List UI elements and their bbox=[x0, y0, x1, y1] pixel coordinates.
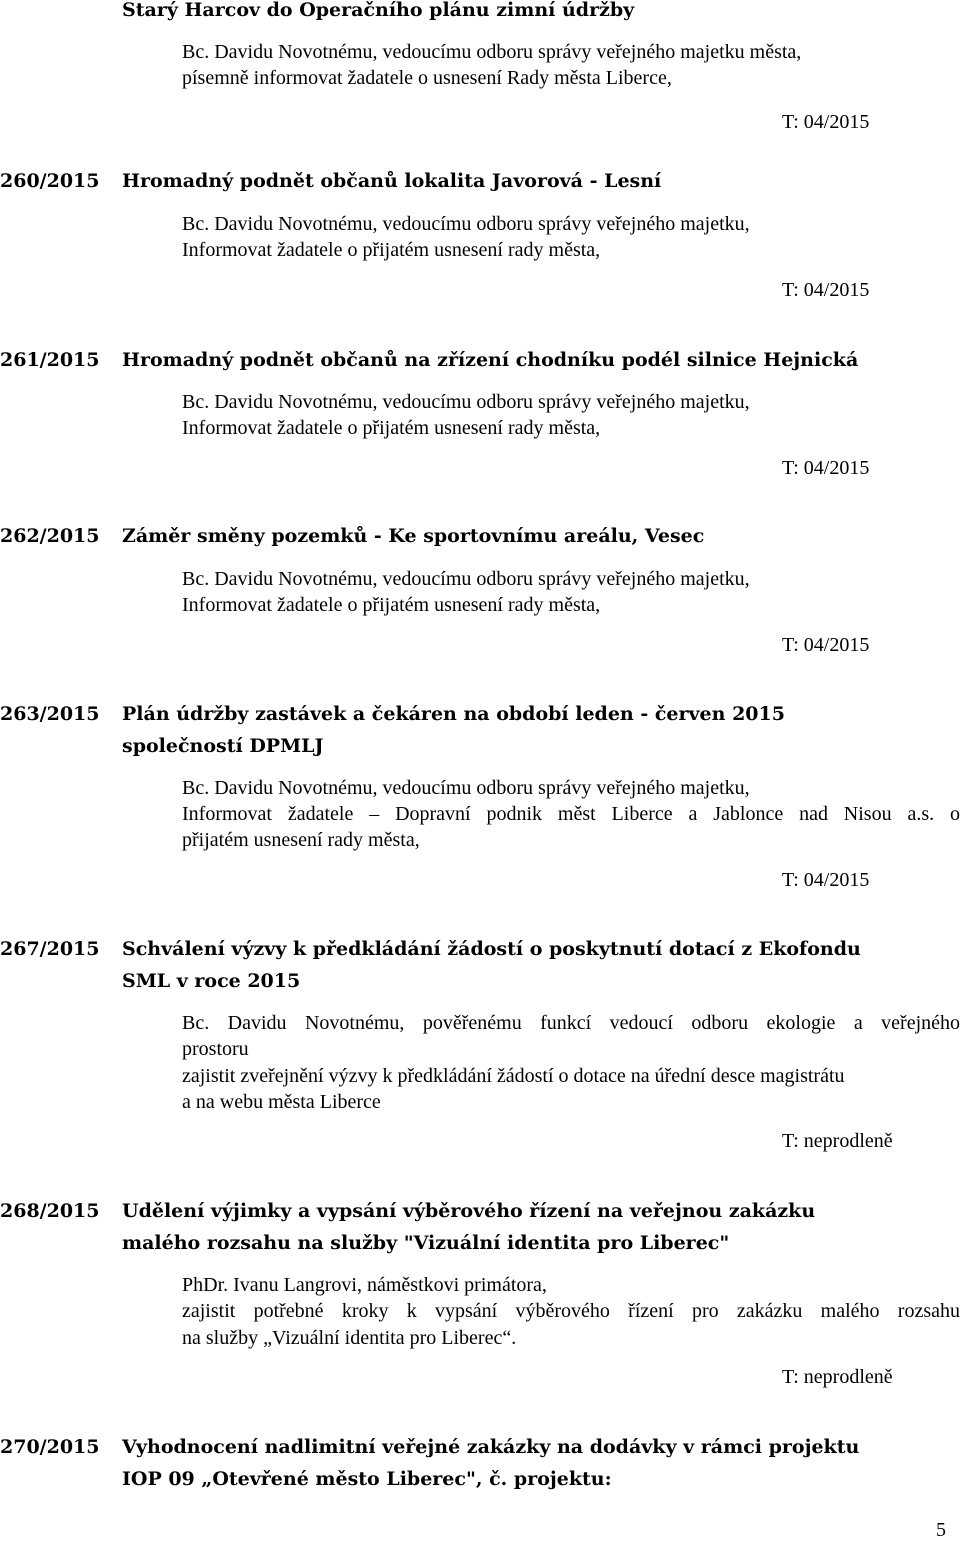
resolution-body-line: prostoru bbox=[182, 1038, 249, 1060]
resolution-body-line: PhDr. Ivanu Langrovi, náměstkovi primátora, bbox=[182, 1274, 547, 1296]
resolution-term: T: 04/2015 bbox=[782, 634, 870, 656]
resolution-title: Hromadný podnět občanů na zřízení chodníku podél silnice Hejnická bbox=[122, 349, 859, 371]
resolution-body-line: na služby „Vizuální identita pro Liberec“. bbox=[182, 1327, 517, 1349]
resolution-term: T: neprodleně bbox=[782, 1366, 893, 1388]
resolution-title-line-2: SML v roce 2015 bbox=[122, 970, 301, 992]
resolution-body-line: Bc. Davidu Novotnému, pověřenému funkcí vedoucí odboru ekologie a veřejného bbox=[182, 1012, 960, 1034]
resolution-body-line: a na webu města Liberce bbox=[182, 1091, 381, 1113]
resolution-title-line-2: společností DPMLJ bbox=[122, 735, 324, 757]
prev-item-body-line: písemně informovat žadatele o usnesení Rady města Liberce, bbox=[182, 67, 672, 89]
prev-item-term: T: 04/2015 bbox=[782, 111, 870, 133]
resolution-body-line: Informovat žadatele – Dopravní podnik měst Liberce a Jablonce nad Nisou a.s. o bbox=[182, 803, 960, 825]
resolution-number: 261/2015 bbox=[0, 349, 100, 371]
resolution-body-line: Informovat žadatele o přijatém usnesení rady města, bbox=[182, 594, 601, 616]
resolution-body-line: Bc. Davidu Novotnému, vedoucímu odboru správy veřejného majetku, bbox=[182, 213, 750, 235]
resolution-title: Záměr směny pozemků - Ke sportovnímu areálu, Vesec bbox=[122, 525, 705, 547]
resolution-term: T: 04/2015 bbox=[782, 279, 870, 301]
resolution-number: 270/2015 bbox=[0, 1436, 100, 1458]
prev-item-body-line: Bc. Davidu Novotnému, vedoucímu odboru správy veřejného majetku města, bbox=[182, 41, 802, 63]
resolution-title: Plán údržby zastávek a čekáren na období leden - červen 2015 bbox=[122, 703, 785, 725]
resolution-body-line: zajistit zveřejnění výzvy k předkládání žádostí o dotace na úřední desce magistrátu bbox=[182, 1065, 845, 1087]
resolution-number: 263/2015 bbox=[0, 703, 100, 725]
resolution-body-line: přijatém usnesení rady města, bbox=[182, 829, 420, 851]
resolution-title: Udělení výjimky a vypsání výběrového řízení na veřejnou zakázku bbox=[122, 1200, 816, 1222]
resolution-body-line: Bc. Davidu Novotnému, vedoucímu odboru správy veřejného majetku, bbox=[182, 391, 750, 413]
prev-item-title: Starý Harcov do Operačního plánu zimní údržby bbox=[122, 0, 635, 21]
resolution-number: 267/2015 bbox=[0, 938, 100, 960]
resolution-body-line: Bc. Davidu Novotnému, vedoucímu odboru správy veřejného majetku, bbox=[182, 777, 750, 799]
resolution-body-line: zajistit potřebné kroky k vypsání výběrového řízení pro zakázku malého rozsahu bbox=[182, 1300, 960, 1322]
resolution-number: 262/2015 bbox=[0, 525, 100, 547]
resolution-body-line: Bc. Davidu Novotnému, vedoucímu odboru správy veřejného majetku, bbox=[182, 568, 750, 590]
resolution-title-line-2: IOP 09 „Otevřené město Liberec", č. projektu: bbox=[122, 1468, 612, 1490]
resolution-term: T: neprodleně bbox=[782, 1130, 893, 1152]
resolution-title-line-2: malého rozsahu na služby "Vizuální identita pro Liberec" bbox=[122, 1232, 730, 1254]
resolution-term: T: 04/2015 bbox=[782, 869, 870, 891]
page-number: 5 bbox=[936, 1519, 946, 1541]
resolution-number: 268/2015 bbox=[0, 1200, 100, 1222]
resolution-term: T: 04/2015 bbox=[782, 457, 870, 479]
resolution-body-line: Informovat žadatele o přijatém usnesení rady města, bbox=[182, 239, 601, 261]
resolution-title: Hromadný podnět občanů lokalita Javorová - Lesní bbox=[122, 170, 662, 192]
resolution-number: 260/2015 bbox=[0, 170, 100, 192]
resolution-title: Vyhodnocení nadlimitní veřejné zakázky na dodávky v rámci projektu bbox=[122, 1436, 860, 1458]
resolution-body-line: Informovat žadatele o přijatém usnesení rady města, bbox=[182, 417, 601, 439]
resolution-title: Schválení výzvy k předkládání žádostí o poskytnutí dotací z Ekofondu bbox=[122, 938, 861, 960]
